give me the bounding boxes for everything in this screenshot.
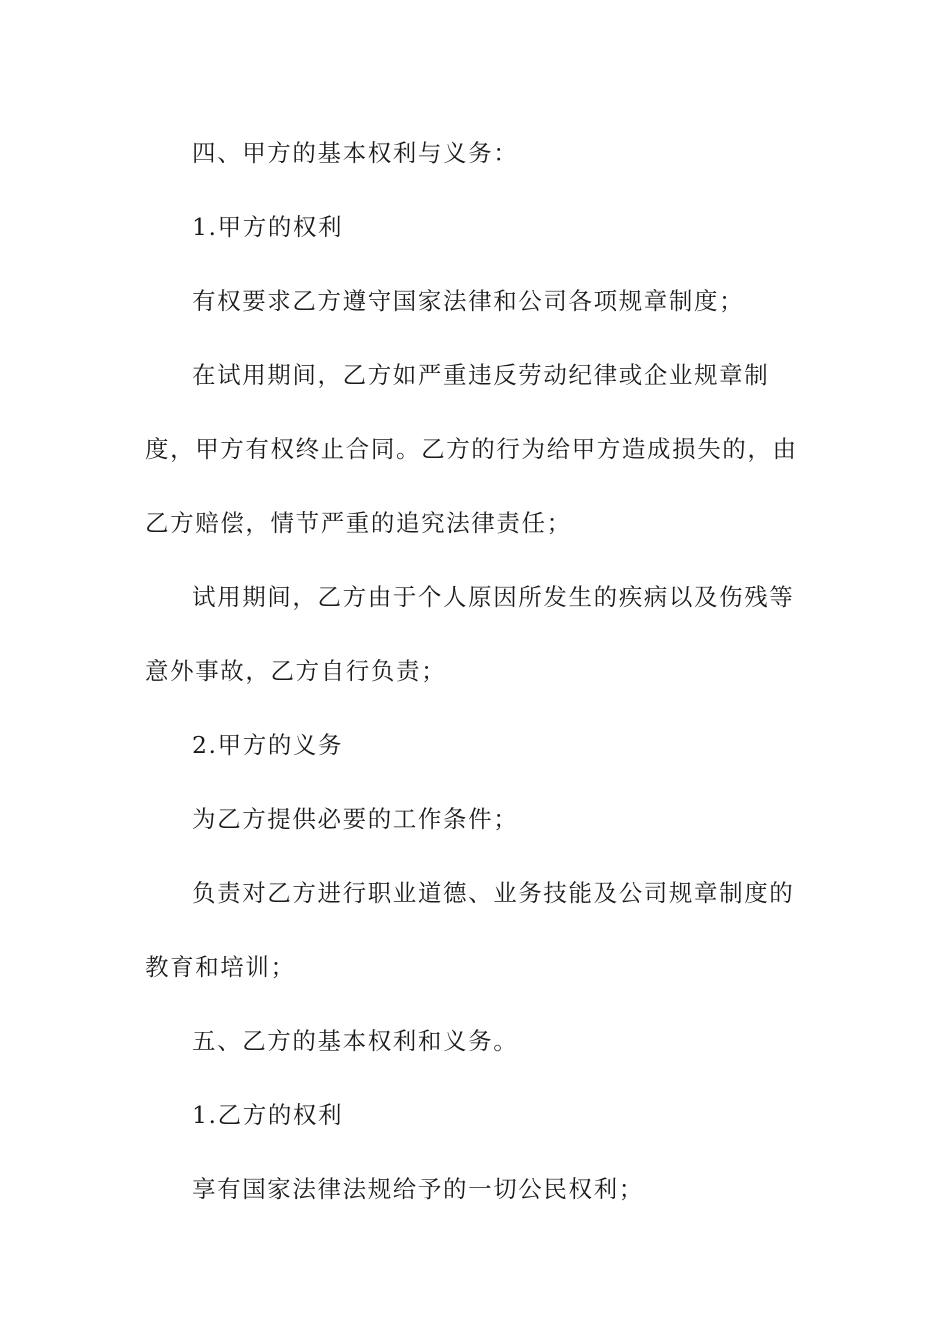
- subheading-party-a-obligations: 2.甲方的义务: [192, 731, 344, 759]
- subheading-party-a-rights: 1.甲方的权利: [192, 213, 344, 241]
- paragraph-party-a-right-3: 试用期间，乙方由于个人原因所发生的疾病以及伤残等意外事故，乙方自行负责；: [145, 583, 795, 685]
- subheading-party-b-rights: 1.乙方的权利: [192, 1101, 344, 1129]
- paragraph-party-a-right-2: 在试用期间，乙方如严重违反劳动纪律或企业规章制度，甲方有权终止合同。乙方的行为给甲方造成损失的，由乙方赔偿，情节严重的追究法律责任；: [145, 361, 798, 537]
- section-heading-party-b: 五、乙方的基本权利和义务。: [192, 1027, 519, 1055]
- paragraph-party-b-right-1: 享有国家法律法规给予的一切公民权利；: [192, 1175, 644, 1203]
- section-heading-party-a: 四、甲方的基本权利与义务：: [192, 139, 519, 167]
- paragraph-party-a-obligation-1: 为乙方提供必要的工作条件；: [192, 805, 519, 833]
- paragraph-party-a-obligation-2: 负责对乙方进行职业道德、业务技能及公司规章制度的教育和培训；: [145, 879, 795, 981]
- paragraph-party-a-right-1: 有权要求乙方遵守国家法律和公司各项规章制度；: [192, 287, 745, 315]
